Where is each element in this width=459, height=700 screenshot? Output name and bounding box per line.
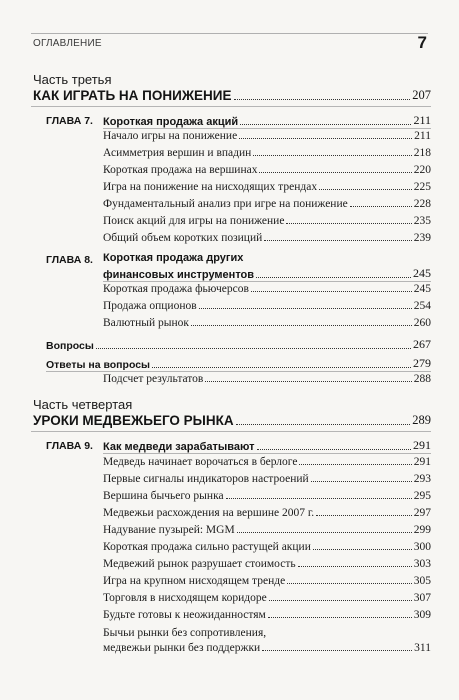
toc-item[interactable]: Асимметрия вершин и впадин 218	[103, 147, 431, 159]
chapter9-rule	[103, 453, 431, 454]
toc-item[interactable]: Продажа опционов 254	[103, 300, 431, 312]
chapter7-rule	[103, 128, 431, 129]
part4-label: Часть четвертая	[33, 397, 133, 412]
part3-title-entry[interactable]	[33, 88, 431, 103]
toc-item[interactable]: Надувание пузырей: MGM 299	[103, 524, 431, 536]
answers-page: 279	[413, 356, 431, 370]
toc-item[interactable]: Короткая продажа на вершинах 220	[103, 164, 431, 176]
part4-title-entry[interactable]	[33, 413, 431, 428]
toc-item[interactable]: Валютный рынок 260	[103, 317, 431, 329]
answers-rule	[46, 371, 431, 372]
toc-item[interactable]: Медведь начинает ворочаться в берлоге 291	[103, 456, 431, 468]
part4-page: 289	[412, 413, 431, 427]
chapter9-entry[interactable]	[103, 438, 431, 453]
part3-label: Часть третья	[33, 72, 112, 87]
results-entry[interactable]: Подсчет результатов 288	[103, 373, 431, 385]
part4-rule	[31, 431, 431, 432]
part4-title: УРОКИ МЕДВЕЖЬЕГО РЫНКА	[33, 413, 234, 428]
chapter9-page: 291	[413, 438, 431, 452]
header-rule	[31, 33, 428, 34]
answers-entry[interactable]	[46, 356, 431, 371]
chapter8-title-line1: Короткая продажа других	[103, 252, 244, 264]
toc-item[interactable]: Медвежьи расхождения на вершине 2007 г. 297	[103, 507, 431, 519]
toc-item-last[interactable]: медвежьи рынки без поддержки 311	[103, 642, 431, 654]
chapter7-page: 211	[413, 113, 431, 127]
part3-title: КАК ИГРАТЬ НА ПОНИЖЕНИЕ	[33, 88, 232, 103]
part3-rule	[31, 106, 431, 107]
toc-item[interactable]: Первые сигналы индикаторов настроений 293	[103, 473, 431, 485]
chapter9-title: Как медведи зарабатывают	[103, 441, 255, 453]
chapter8-rule	[103, 281, 431, 282]
toc-item[interactable]: Короткая продажа фьючерсов 245	[103, 283, 431, 295]
toc-item[interactable]: Короткая продажа сильно растущей акции 300	[103, 541, 431, 553]
toc-item[interactable]: Фундаментальный анализ при игре на понижение 228	[103, 198, 431, 210]
chapter8-label: ГЛАВА 8.	[46, 254, 93, 266]
chapter7-label: ГЛАВА 7.	[46, 115, 93, 127]
part3-page: 207	[412, 88, 431, 102]
questions-title: Вопросы	[46, 340, 94, 352]
toc-item-last-line1: Бычьи рынки без сопротивления,	[103, 627, 267, 639]
toc-item[interactable]: Игра на понижение на нисходящих трендах 225	[103, 181, 431, 193]
questions-entry[interactable]	[46, 337, 431, 352]
answers-title: Ответы на вопросы	[46, 359, 151, 371]
chapter7-entry[interactable]	[103, 113, 431, 128]
toc-item[interactable]: Вершина бычьего рынка 295	[103, 490, 431, 502]
questions-page: 267	[413, 337, 431, 351]
page-number: 7	[417, 33, 427, 52]
chapter8-page: 245	[413, 266, 431, 280]
toc-item[interactable]: Медвежий рынок разрушает стоимость 303	[103, 558, 431, 570]
running-header: ОГЛАВЛЕНИЕ	[33, 38, 102, 49]
toc-item[interactable]: Торговля в нисходящем коридоре 307	[103, 592, 431, 604]
toc-item[interactable]: Общий объем коротких позиций 239	[103, 232, 431, 244]
toc-item[interactable]: Начало игры на понижение 211	[103, 130, 431, 142]
chapter7-title: Короткая продажа акций	[103, 116, 239, 128]
toc-item[interactable]: Игра на крупном нисходящем тренде 305	[103, 575, 431, 587]
chapter8-entry[interactable]	[103, 266, 431, 281]
chapter9-label: ГЛАВА 9.	[46, 440, 93, 452]
toc-item[interactable]: Поиск акций для игры на понижение 235	[103, 215, 431, 227]
chapter8-title-line2: финансовых инструментов	[103, 269, 255, 281]
toc-item[interactable]: Будьте готовы к неожиданностям 309	[103, 609, 431, 621]
